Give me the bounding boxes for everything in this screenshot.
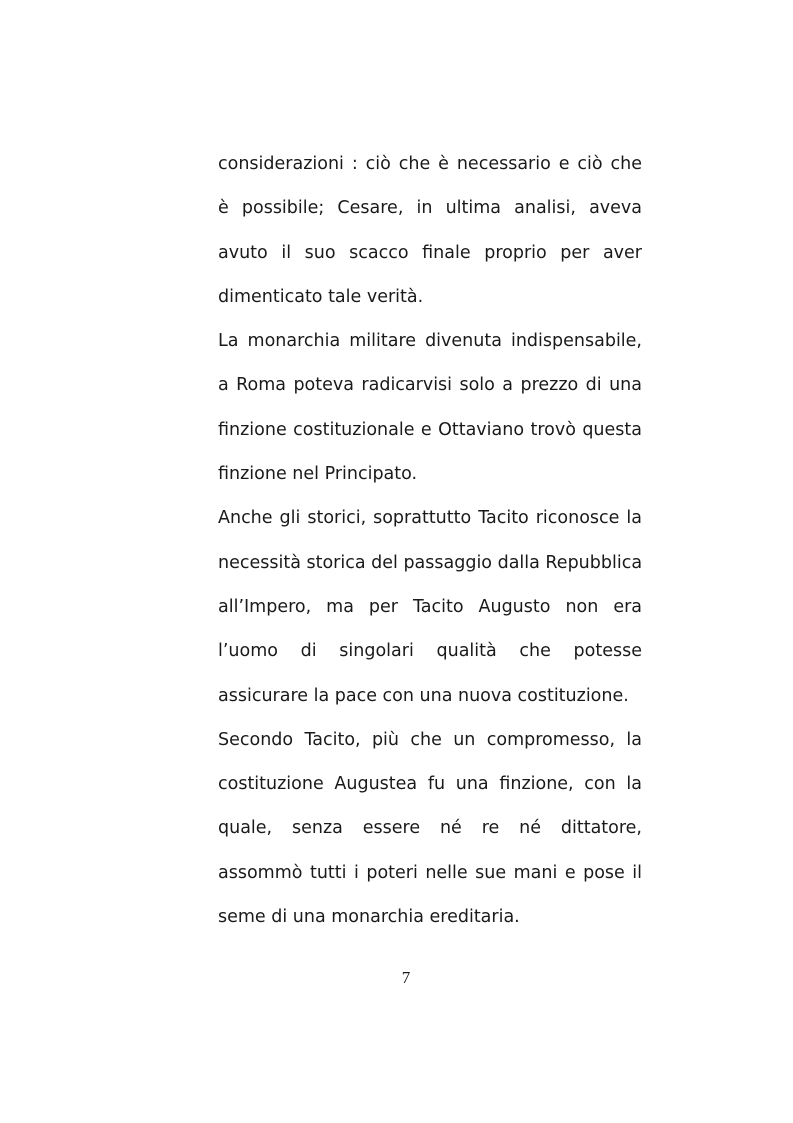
- text-line: avuto il suo scacco finale proprio per aver: [218, 242, 642, 263]
- text-line: a Roma poteva radicarvisi solo a prezzo di una: [218, 375, 642, 396]
- text-line: quale, senza essere né re né dittatore,: [218, 818, 642, 839]
- text-line: finzione costituzionale e Ottaviano trovò questa: [218, 419, 642, 440]
- text-line: considerazioni : ciò che è necessario e ciò che: [218, 154, 642, 174]
- text-line: l’uomo di singolari qualità che potesse: [218, 641, 642, 662]
- body-text: [218, 146, 642, 943]
- text-line: dimenticato tale verità.: [218, 286, 424, 307]
- text-line: costituzione Augustea fu una finzione, con la: [218, 774, 642, 795]
- text-line: Secondo Tacito, più che un compromesso, la: [218, 729, 642, 750]
- page-number: 7: [401, 968, 411, 987]
- text-line: assicurare la pace con una nuova costituzione.: [218, 685, 629, 706]
- text-line: La monarchia militare divenuta indispensabile,: [218, 331, 642, 352]
- text-line: Anche gli storici, soprattutto Tacito riconosce la: [218, 508, 642, 529]
- text-line: è possibile; Cesare, in ultima analisi, aveva: [218, 198, 642, 219]
- text-line: assommò tutti i poteri nelle sue mani e pose il: [218, 862, 642, 883]
- text-line: seme di una monarchia ereditaria.: [218, 907, 520, 928]
- text-line: all’Impero, ma per Tacito Augusto non era: [218, 596, 642, 617]
- text-line: finzione nel Principato.: [218, 464, 418, 485]
- text-line: necessità storica del passaggio dalla Repubblica: [218, 552, 643, 573]
